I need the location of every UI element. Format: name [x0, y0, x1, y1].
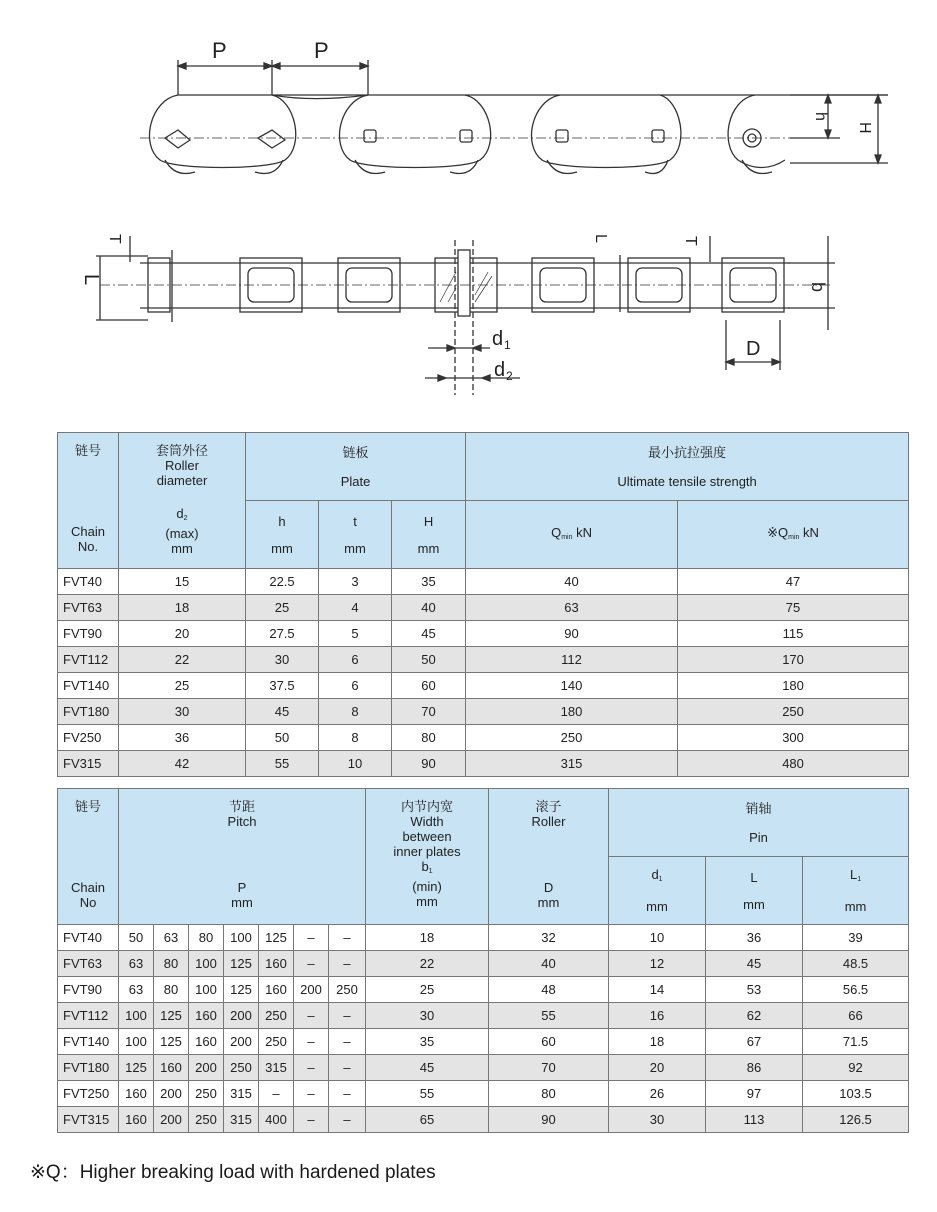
table-cell: 48.5 — [803, 951, 909, 977]
H-label: H — [856, 122, 873, 134]
q-label: Q — [551, 524, 562, 540]
table-cell: 25 — [246, 595, 319, 621]
chain-no-en-1: Chain — [71, 524, 105, 539]
table-cell: 400 — [259, 1107, 294, 1133]
table-cell: – — [329, 1081, 366, 1107]
strength-header — [466, 433, 909, 501]
table-cell: 160 — [259, 977, 294, 1003]
table-cell: 125 — [224, 977, 259, 1003]
table-cell: 160 — [154, 1055, 189, 1081]
table-cell: – — [294, 1055, 329, 1081]
chain-no-cell: FVT40 — [58, 569, 119, 595]
L1-label: L — [80, 274, 102, 286]
width-min: (min) — [412, 879, 442, 894]
table-cell: 50 — [119, 925, 154, 951]
table-row — [58, 699, 909, 725]
table-cell: 100 — [189, 951, 224, 977]
b1-label: b — [808, 282, 828, 293]
table-cell: 100 — [119, 1003, 154, 1029]
width-unit: mm — [416, 894, 438, 909]
table-cell: 36 — [119, 725, 246, 751]
pin-L-header — [706, 857, 803, 925]
strength-cn: 最小抗拉强度 — [648, 444, 727, 460]
H-header-label: H — [423, 513, 434, 529]
table-row — [58, 1081, 909, 1107]
qmin-header — [466, 501, 678, 569]
table-cell: 126.5 — [803, 1107, 909, 1133]
table-cell: 53 — [706, 977, 803, 1003]
table-cell: 97 — [706, 1081, 803, 1107]
table-cell: – — [294, 1081, 329, 1107]
chain-no-header-2 — [58, 789, 119, 925]
table-cell: 48 — [489, 977, 609, 1003]
table-cell: 250 — [329, 977, 366, 1003]
table-cell: 40 — [489, 951, 609, 977]
table-cell: 30 — [119, 699, 246, 725]
chain-no-cell: FVT90 — [58, 977, 119, 1003]
table-row — [58, 621, 909, 647]
table-cell: 180 — [678, 673, 909, 699]
table-cell: 480 — [678, 751, 909, 777]
table-cell: 113 — [706, 1107, 803, 1133]
q-sub: min — [561, 533, 573, 541]
pin-L1-sub: 1 — [857, 876, 862, 883]
table-cell: 160 — [259, 951, 294, 977]
table-cell: 200 — [154, 1081, 189, 1107]
table-cell: – — [329, 925, 366, 951]
pin-header — [609, 789, 909, 857]
table-cell: 10 — [319, 751, 392, 777]
roller-sym-2: D — [543, 880, 554, 895]
table-cell: 90 — [466, 621, 678, 647]
table-row — [58, 647, 909, 673]
table-cell: 39 — [803, 925, 909, 951]
table-cell: 8 — [319, 725, 392, 751]
table-cell: 125 — [154, 1029, 189, 1055]
table-cell: – — [294, 925, 329, 951]
pin-d1-label: d — [651, 867, 659, 882]
table-cell: 35 — [366, 1029, 489, 1055]
t-header-label: t — [353, 513, 357, 529]
table-cell: 140 — [466, 673, 678, 699]
d2-subscript: 2 — [506, 369, 513, 383]
t-header — [319, 501, 392, 569]
pitch-pin-table — [57, 788, 909, 1133]
table-cell: 22.5 — [246, 569, 319, 595]
roller-unit-2: mm — [537, 895, 560, 910]
table-cell: 14 — [609, 977, 706, 1003]
table-row — [58, 1029, 909, 1055]
table-cell: – — [294, 1029, 329, 1055]
chain-no-cell: FVT180 — [58, 699, 119, 725]
roller-sym-sub: 2 — [183, 515, 188, 522]
H-header-unit: mm — [417, 540, 440, 556]
table-cell: 25 — [119, 673, 246, 699]
table-cell: 86 — [706, 1055, 803, 1081]
table-cell: 10 — [609, 925, 706, 951]
plate-cn: 链板 — [342, 444, 369, 460]
table-cell: 63 — [466, 595, 678, 621]
table-cell: 66 — [803, 1003, 909, 1029]
pin-L1-unit: mm — [844, 899, 867, 914]
width-en-2: between — [402, 829, 452, 844]
pitch-cn: 节距 — [229, 799, 256, 814]
width-header — [366, 789, 489, 925]
table-cell: 42 — [119, 751, 246, 777]
roller-en-2: diameter — [156, 473, 208, 488]
T-label-right: T — [682, 236, 699, 246]
q2-unit: kN — [803, 524, 819, 540]
L-label: L — [592, 234, 609, 243]
table-cell: 45 — [706, 951, 803, 977]
chain-no-cell: FVT112 — [58, 647, 119, 673]
table-cell: 92 — [803, 1055, 909, 1081]
table-cell: 56.5 — [803, 977, 909, 1003]
table-cell: 18 — [609, 1029, 706, 1055]
plate-header — [246, 433, 466, 501]
table-cell: 80 — [392, 725, 466, 751]
table-cell: 70 — [489, 1055, 609, 1081]
table-cell: 250 — [189, 1107, 224, 1133]
strength-en: Ultimate tensile strength — [617, 473, 757, 489]
table-cell: 25 — [366, 977, 489, 1003]
pin-d1-header — [609, 857, 706, 925]
chain-no-cell: FVT63 — [58, 951, 119, 977]
table-cell: – — [329, 1029, 366, 1055]
table-cell: 315 — [466, 751, 678, 777]
pin-L1-header — [803, 857, 909, 925]
h-header-unit: mm — [271, 540, 293, 556]
H-header — [392, 501, 466, 569]
width-cn: 内节内宽 — [401, 799, 454, 814]
chain-no-cell: FVT90 — [58, 621, 119, 647]
table-cell: – — [294, 951, 329, 977]
chain-no-en-2-1: Chain — [71, 880, 105, 895]
pitch-label-1: P — [212, 38, 227, 63]
table-row — [58, 673, 909, 699]
table-cell: – — [294, 1107, 329, 1133]
table-cell: 250 — [224, 1055, 259, 1081]
table-cell: 100 — [119, 1029, 154, 1055]
table-cell: 60 — [489, 1029, 609, 1055]
chain-no-cell: FVT63 — [58, 595, 119, 621]
q-unit: kN — [576, 524, 592, 540]
pin-cn: 销轴 — [745, 800, 772, 816]
table-cell: 200 — [154, 1107, 189, 1133]
pin-L1-label: L — [849, 867, 858, 882]
table-cell: 200 — [224, 1003, 259, 1029]
table-cell: 90 — [392, 751, 466, 777]
table-cell: 80 — [489, 1081, 609, 1107]
table-row — [58, 725, 909, 751]
table-cell: 80 — [189, 925, 224, 951]
roller-en-2b: Roller — [531, 814, 566, 829]
pitch-unit: mm — [231, 895, 253, 910]
table-cell: 16 — [609, 1003, 706, 1029]
chain-no-cn-2: 链号 — [74, 799, 101, 814]
table-cell: 45 — [366, 1055, 489, 1081]
table-cell: 50 — [246, 725, 319, 751]
table-cell: 63 — [119, 977, 154, 1003]
plate-en: Plate — [340, 473, 371, 489]
table-cell: 47 — [678, 569, 909, 595]
table-row — [58, 751, 909, 777]
footnote: ※Q：Higher breaking load with hardened plates — [30, 1162, 436, 1183]
table-cell: 112 — [466, 647, 678, 673]
table-cell: 22 — [119, 647, 246, 673]
width-sym: b — [421, 859, 429, 874]
chain-technical-drawing — [0, 0, 937, 420]
table-cell: 20 — [609, 1055, 706, 1081]
roller-cn-2: 滚子 — [535, 799, 562, 814]
table-cell: 250 — [678, 699, 909, 725]
table-row — [58, 977, 909, 1003]
width-sub: 1 — [428, 868, 433, 875]
table-cell: 18 — [119, 595, 246, 621]
table-cell: 63 — [119, 951, 154, 977]
table-cell: 125 — [154, 1003, 189, 1029]
width-en-1: Width — [410, 814, 444, 829]
table-cell: – — [329, 1107, 366, 1133]
table-cell: 200 — [189, 1055, 224, 1081]
pitch-label-2: P — [314, 38, 329, 63]
table-cell: 160 — [119, 1107, 154, 1133]
table-cell: 70 — [392, 699, 466, 725]
table-cell: 20 — [119, 621, 246, 647]
roller-sym: d — [176, 506, 184, 521]
table-cell: 100 — [224, 925, 259, 951]
table-cell: 22 — [366, 951, 489, 977]
table-row — [58, 925, 909, 951]
table-cell: 32 — [489, 925, 609, 951]
table-cell: 6 — [319, 673, 392, 699]
table-cell: 75 — [678, 595, 909, 621]
chain-no-cell: FVT315 — [58, 1107, 119, 1133]
table-cell: 160 — [189, 1029, 224, 1055]
table-cell: 26 — [609, 1081, 706, 1107]
table-cell: 250 — [189, 1081, 224, 1107]
table-cell: 115 — [678, 621, 909, 647]
table-cell: 30 — [246, 647, 319, 673]
table-cell: 55 — [366, 1081, 489, 1107]
h-header-label: h — [278, 513, 286, 529]
table-cell: 36 — [706, 925, 803, 951]
table-cell: 35 — [392, 569, 466, 595]
table-cell: 250 — [466, 725, 678, 751]
pin-d1-sub: 1 — [658, 876, 663, 883]
pin-L-unit: mm — [743, 896, 765, 912]
table-cell: 200 — [224, 1029, 259, 1055]
table-cell: 125 — [119, 1055, 154, 1081]
chain-no-en-2-2: No — [79, 895, 97, 910]
table-cell: – — [259, 1081, 294, 1107]
table-row — [58, 1003, 909, 1029]
table-cell: 180 — [466, 699, 678, 725]
width-en-3: inner plates — [393, 844, 461, 859]
table-cell: 18 — [366, 925, 489, 951]
chain-no-cell: FV250 — [58, 725, 119, 751]
table-row — [58, 595, 909, 621]
table-cell: 315 — [224, 1107, 259, 1133]
table-cell: 30 — [366, 1003, 489, 1029]
table-cell: 250 — [259, 1029, 294, 1055]
roller-cn: 套筒外径 — [155, 443, 208, 458]
table-row — [58, 1107, 909, 1133]
chain-no-cell: FVT40 — [58, 925, 119, 951]
table-cell: 12 — [609, 951, 706, 977]
table-cell: 170 — [678, 647, 909, 673]
table-cell: 6 — [319, 647, 392, 673]
table-cell: 8 — [319, 699, 392, 725]
table-cell: 71.5 — [803, 1029, 909, 1055]
table-cell: 80 — [154, 977, 189, 1003]
table-cell: 125 — [224, 951, 259, 977]
table-cell: 250 — [259, 1003, 294, 1029]
table-cell: – — [329, 951, 366, 977]
h-label: h — [812, 112, 829, 121]
table-cell: 45 — [246, 699, 319, 725]
table-cell: – — [329, 1003, 366, 1029]
pitch-en: Pitch — [227, 814, 257, 829]
chain-no-cell: FVT180 — [58, 1055, 119, 1081]
table-cell: 300 — [678, 725, 909, 751]
table-cell: 90 — [489, 1107, 609, 1133]
table-cell: 62 — [706, 1003, 803, 1029]
d1-label: d — [492, 328, 504, 350]
table-cell: 200 — [294, 977, 329, 1003]
table-cell: – — [329, 1055, 366, 1081]
q2-sub: min — [788, 533, 800, 541]
table-cell: 103.5 — [803, 1081, 909, 1107]
D-label: D — [746, 338, 761, 360]
table-cell: 27.5 — [246, 621, 319, 647]
pin-en: Pin — [749, 829, 768, 845]
qmin-hardened-header — [678, 501, 909, 569]
table-cell: 50 — [392, 647, 466, 673]
table-cell: 55 — [246, 751, 319, 777]
plate-strength-table — [57, 432, 909, 777]
chain-no-cell: FVT112 — [58, 1003, 119, 1029]
chain-no-en-2: No. — [77, 539, 99, 554]
table-cell: – — [294, 1003, 329, 1029]
table-cell: 160 — [189, 1003, 224, 1029]
table-cell: 30 — [609, 1107, 706, 1133]
table-cell: 3 — [319, 569, 392, 595]
chain-no-cell: FV315 — [58, 751, 119, 777]
table-cell: 55 — [489, 1003, 609, 1029]
table-cell: 67 — [706, 1029, 803, 1055]
roller-en-1: Roller — [165, 458, 199, 473]
table-cell: 40 — [466, 569, 678, 595]
chain-no-cell: FVT250 — [58, 1081, 119, 1107]
pin-L-label: L — [750, 869, 758, 885]
roller-diameter-header — [119, 433, 246, 569]
h-header — [246, 501, 319, 569]
table-row — [58, 1055, 909, 1081]
table-cell: 60 — [392, 673, 466, 699]
table-row — [58, 569, 909, 595]
table-cell: 37.5 — [246, 673, 319, 699]
roller-max: (max) — [165, 526, 199, 541]
chain-no-header — [58, 433, 119, 569]
table-cell: 40 — [392, 595, 466, 621]
pitch-header — [119, 789, 366, 925]
table-cell: 5 — [319, 621, 392, 647]
t-header-unit: mm — [344, 540, 366, 556]
pitch-sym: P — [237, 880, 247, 895]
chain-no-cn: 链号 — [74, 443, 101, 458]
chain-no-cell: FVT140 — [58, 1029, 119, 1055]
table-row — [58, 951, 909, 977]
table-cell: 4 — [319, 595, 392, 621]
roller-header-2 — [489, 789, 609, 925]
table-cell: 63 — [154, 925, 189, 951]
table-cell: 65 — [366, 1107, 489, 1133]
T-label-left: T — [106, 234, 123, 244]
table-cell: 15 — [119, 569, 246, 595]
table-cell: 160 — [119, 1081, 154, 1107]
d2-label: d — [494, 359, 506, 381]
table-cell: 315 — [224, 1081, 259, 1107]
table-cell: 100 — [189, 977, 224, 1003]
pin-d1-unit: mm — [646, 899, 668, 914]
d1-subscript: 1 — [504, 338, 511, 352]
q2-label: ※Q — [767, 524, 789, 540]
table-cell: 315 — [259, 1055, 294, 1081]
roller-unit: mm — [171, 541, 193, 556]
table-cell: 45 — [392, 621, 466, 647]
table-cell: 125 — [259, 925, 294, 951]
chain-no-cell: FVT140 — [58, 673, 119, 699]
table-cell: 80 — [154, 951, 189, 977]
